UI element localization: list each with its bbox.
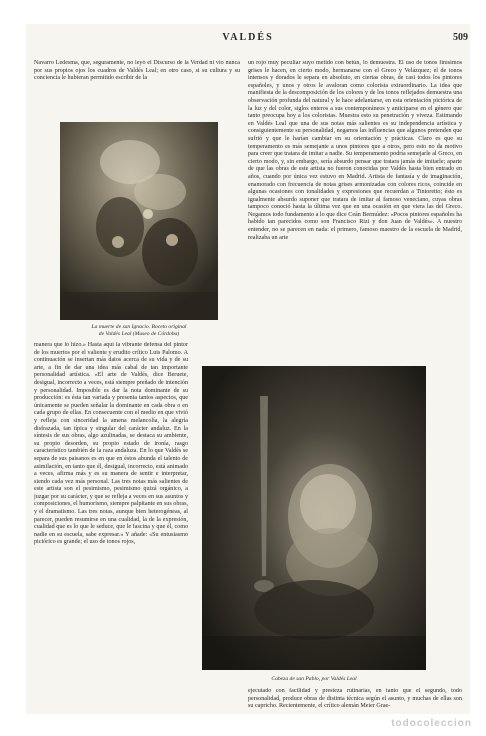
running-title: VALDÉS [222, 32, 274, 43]
figure-2-caption: Cabeza de san Pablo, por Valdés Leal [271, 676, 357, 682]
caption-line: de Valdés Leal (Museo de Córdoba) [98, 330, 180, 337]
caption-line: La muerte de san Ignacio. Boceto original [91, 324, 187, 330]
painting-san-ignacio-image [60, 122, 218, 320]
watermark-text: todocoleccion [391, 718, 472, 729]
page-header [26, 32, 470, 46]
watermark-strip [0, 714, 486, 736]
column-1-bottom [34, 342, 188, 712]
paragraph: un rojo muy peculiar suyo metido con betún, lo demuestra. El uso de tonos finísimos grises le hacen, en cierto modo, hermanarse con el Greco y Velázquez; el de tonos intensos y dorados le separa en absoluto, en ciertas obras, de casi todos los pintores españoles, y unos y otros le avaloran como colorista extraordinario. La idea que manifiesta de la descomposición de los colores y de los tonos reflejados demuestra una observación profunda del natural y le hace adelantarse, en esta orientación pictórica de la luz y del color, siglos enteros a sus contemporáneos y anticiparse en el género que tanto preocupa hoy a los coloristas. Muestra esto su penetración y viveza. Estimando en Valdés Leal que una de sus notas más salientes es su independencia artística y consiguientemente su personalidad, negamos las influencias que algunos pretenden que sufrió y que le harían cambiar en su orientación y prácticas. Claro es que su temperamento es más semejante a unos pintores que a otros, pero esto no da motivo para creer que tratara de imitar a nadie. Su temperamento podría semejarle al Greco, en cierto modo, y, sin embargo, sería absurdo pensar que tratara jamás de imitarle; aparte de que las obras de este artista no fueron conocidas por Valdés hasta bien entrado en años, cuando por única vez estuvo en Madrid. Artista de fantasía y de imaginación, enamorado con frecuencia de notas grises armonizadas con colores ricos, coincide en algunas ocasiones con tonalidades y expresiones que recuerdan a Tintoretto; ésto es igualmente absurdo suponer que tratara de imitar al famoso veneciano, cuyas obras tampoco conoció hasta la última vez que en una ocasión en que viera las del Greco. Negamos todo fundamento a lo que dice Ceán Bermúdez: «Pocos pintores españoles ha habido tan parecidos como son Francisco Rizi y don Juan de Valdés». A nuestro entender, no se parecen en nada: el primero, famoso maestro de la escuela de Madrid, realizaba un arte [248, 60, 462, 241]
page-sheet [26, 24, 470, 714]
figure-1-caption [40, 324, 238, 338]
paragraph: ejecutado con facilidad y presteza rutinarias, en tanto que el segundo, todo personalidad, produce obras de distinta técnica según el asunto, y muchas de ellas son su capricho. Recientemente, el crítico alemán Meier Grae- [248, 688, 462, 710]
column-1-top [34, 60, 240, 114]
column-2-bottom [248, 688, 462, 712]
paragraph: manera que lo hizo.» Hasta aquí la vibrante defensa del pintor de los muertos por el valiente y erudito crítico Luis Palomo. A continuación se insertan más datos acerca de su vida y de su arte, a fin de dar una idea más cabal de tan importante personalidad artística. «El arte de Valdés, dice Beruete, desigual, incorrecto a veces, está siempre preñado de intención y personalidad. Imposible es dar la nota dominante de su producción: es ésta tan variada y presenta tantos aspectos, que únicamente se pueden señalar la dominante en cada obra o en cada grupo de ellas. En consecuente con el medio en que vivió y refleja con sinceridad la amena melancolía, la alegría disfrazada, tan típica y singular del carácter andaluz. En la síntesis de sus obras, algo azulinadas, se destaca su ambiente, su propio desorden, su propio estado de ironía, rasgo característico también de la raza andaluza. En lo que Valdés se separa de sus paisanos es en que en éstos abunda el talento de asimilación, en tanto que él, desigual, incorrecto, está animado a veces, afirma más y es su manera de sentir e interpretar, siendo cada vez más personal. Las tres notas más salientes de este artista son el pesimismo, pesimismo quizá orgánico, a juzgar por su carácter, y que se refleja a veces en sus asuntos y composiciones, el humorismo, siempre palpitante en sus obras, y el dramatismo. Las tres notas, aunque bien heterogéneas, al parecer, pueden resumirse en una cualidad, la de la expresión, cualidad que es lo que le seduce, que le fascina y que él, como nadie en su escuela, sabe expresar.» Y añade: «Su entusiasmo pictórico es grande; el uso de tonos rojos, [34, 342, 188, 546]
painting-san-pablo-image [202, 366, 426, 670]
page-number: 509 [453, 32, 468, 43]
column-2-top [248, 60, 462, 362]
paragraph: Navarro Ledesma, que, seguramente, no leyó el Discurso de la Verdad ni vio nunca por sus propios ojos los cuadros de Valdés Leal; en otro caso, si su cultura y su conciencia le hubieran permitido escribir de la [34, 60, 240, 82]
